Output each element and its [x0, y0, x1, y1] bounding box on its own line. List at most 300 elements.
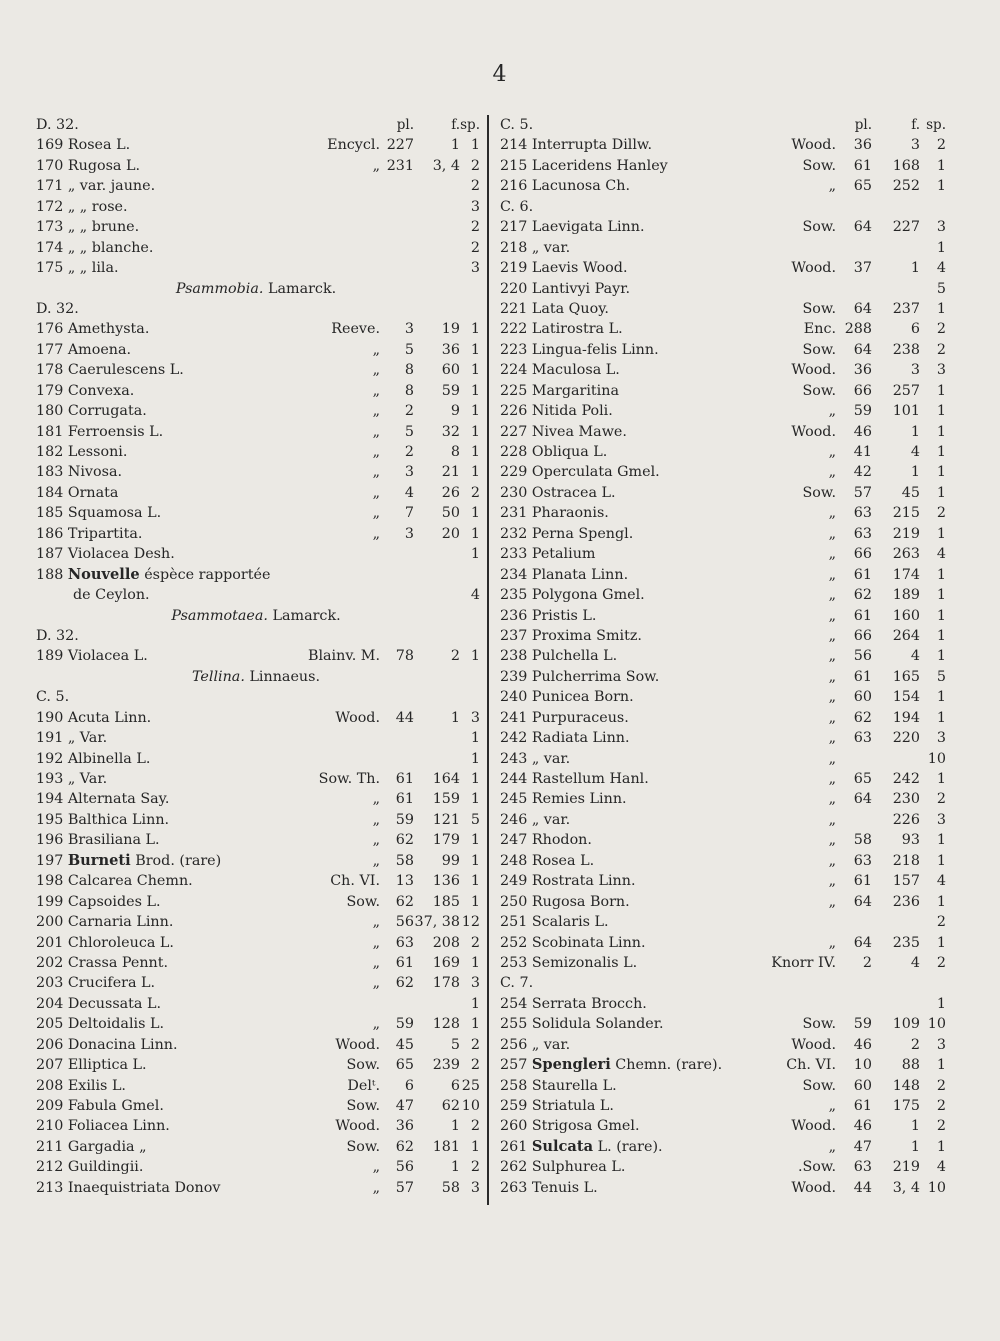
reference-author: „ [828, 934, 836, 951]
plate-number: 36 [853, 137, 872, 154]
specimen-count: 10 [927, 1179, 946, 1196]
species-name-cell [36, 544, 175, 564]
plate-number: 78 [395, 648, 414, 665]
figure-number: 58 [441, 1179, 460, 1196]
species-name: Perna Spengl. [531, 525, 634, 542]
entry-number: 235 [500, 587, 528, 604]
specimen-count: 1 [936, 423, 946, 440]
left-column [36, 115, 480, 1198]
species-name-cell [500, 830, 592, 850]
reference-author: „ [372, 791, 380, 808]
species-name-cell [36, 442, 127, 462]
figure-number: 263 [892, 546, 920, 563]
specimen-count: 1 [470, 750, 480, 767]
species-entry [500, 299, 946, 319]
entry-number: 183 [36, 464, 64, 481]
reference-author: „ [828, 852, 836, 869]
plate-number: 3 [404, 525, 414, 542]
specimen-count: 3 [470, 975, 480, 992]
figure-number: 8 [450, 444, 460, 460]
entry-number: 175 [36, 260, 64, 277]
species-name: Corrugata. [67, 403, 147, 420]
entry-number: 259 [500, 1098, 528, 1114]
figure-number: 168 [892, 157, 920, 174]
entry-number: 219 [500, 260, 528, 277]
figure-number: 1 [450, 137, 460, 154]
species-name: Tenuis L. [531, 1179, 598, 1196]
species-name: „ var. [531, 1036, 571, 1053]
genus-name: Tellina. [192, 668, 245, 685]
species-entry [36, 217, 480, 237]
entry-number: 220 [500, 280, 528, 297]
species-name: Acuta Linn. [67, 709, 152, 726]
genus-author: Lamarck. [272, 607, 341, 624]
reference-author: „ [372, 362, 380, 379]
section-label-row [500, 973, 940, 993]
plate-number: 46 [853, 1036, 872, 1053]
figure-number: 181 [432, 1138, 460, 1155]
entry-number: 179 [36, 382, 64, 399]
entry-number: 180 [36, 403, 64, 420]
specimen-count: 1 [936, 300, 946, 317]
plate-number: 13 [395, 873, 414, 890]
species-entry [36, 381, 480, 401]
species-name-cell [500, 1116, 640, 1136]
plate-number: 44 [853, 1179, 872, 1196]
reference-author: „ [372, 811, 380, 828]
plate-number: 64 [853, 341, 872, 358]
species-name-cell [500, 1157, 625, 1177]
figure-number: 99 [441, 852, 460, 869]
column-header-sp: sp. [926, 117, 946, 133]
species-name: Inaequistriata Donov [67, 1179, 221, 1196]
species-name-cell [500, 708, 629, 728]
entry-number: 236 [500, 607, 528, 624]
specimen-count: 1 [470, 505, 480, 522]
specimen-count: 4 [936, 1159, 946, 1176]
specimen-count: 1 [936, 832, 946, 849]
entry-number: 177 [36, 341, 64, 358]
species-name-cell [500, 1076, 617, 1096]
species-entry [500, 585, 946, 605]
specimen-count: 2 [470, 1036, 480, 1053]
species-name: „ var. [531, 239, 571, 256]
species-entry [500, 565, 946, 585]
plate-number: 61 [395, 954, 414, 971]
species-name: Convexa. [67, 382, 135, 399]
species-entry [500, 708, 946, 728]
species-entry [500, 728, 946, 748]
reference-author: „ [372, 934, 380, 951]
reference-author: Sow. [802, 1016, 836, 1033]
species-name: Rosea L. [67, 137, 131, 154]
specimen-count: 1 [470, 403, 480, 420]
species-name-cell [500, 360, 620, 380]
plate-number: 47 [853, 1138, 872, 1155]
species-name-cell [500, 667, 659, 687]
plate-number: 44 [395, 709, 414, 726]
species-name-cell [36, 524, 142, 544]
specimen-count: 1 [936, 852, 946, 869]
reference-author: „ [828, 525, 836, 542]
specimen-count: 1 [936, 1057, 946, 1074]
specimen-count: 1 [470, 852, 480, 869]
reference-author: „ [372, 852, 380, 869]
plate-number: 10 [853, 1057, 872, 1074]
entry-number: 226 [500, 403, 528, 420]
specimen-count: 2 [936, 914, 946, 931]
species-name: „ „ blanche. [67, 239, 154, 256]
species-name-cell [500, 769, 649, 789]
plate-number: 65 [395, 1057, 414, 1074]
species-entry [36, 238, 480, 258]
figure-number: 185 [432, 893, 460, 910]
reference-author: Sow. [346, 893, 380, 910]
species-name-cell [500, 401, 613, 421]
species-name: Solidula Solander. [531, 1016, 664, 1033]
species-entry [36, 360, 480, 380]
figure-number: 239 [432, 1057, 460, 1074]
plate-number: 42 [853, 464, 872, 481]
specimen-count: 4 [936, 260, 946, 277]
entry-number: 198 [36, 873, 64, 890]
entry-number: 218 [500, 239, 528, 256]
species-name-cell [36, 973, 155, 993]
plate-number: 63 [853, 852, 872, 869]
species-name-cell [36, 381, 134, 401]
plate-number: 61 [853, 607, 872, 624]
species-entry [500, 544, 946, 564]
figure-number: 226 [892, 811, 920, 828]
entry-number: 261 [500, 1138, 528, 1155]
figure-number: 6 [910, 321, 920, 338]
figure-number: 219 [892, 1159, 920, 1176]
specimen-count: 2 [470, 239, 480, 256]
entry-number: 248 [500, 852, 528, 869]
species-entry [500, 810, 946, 830]
figure-number: 1 [910, 1138, 920, 1155]
specimen-count: 1 [936, 157, 946, 174]
specimen-count: 1 [470, 995, 480, 1012]
species-name: Chloroleuca L. [67, 934, 174, 951]
species-name-cell [36, 565, 270, 585]
entry-number: 256 [500, 1036, 528, 1053]
genus-name: Psammotaea. [171, 607, 268, 624]
figure-number: 218 [892, 852, 920, 869]
specimen-count: 1 [936, 444, 946, 460]
entry-number: 247 [500, 832, 528, 849]
reference-author: „ [372, 341, 380, 358]
figure-number: 237 [892, 300, 920, 317]
species-name: Rugosa L. [67, 157, 141, 174]
species-name: Remies Linn. [531, 791, 627, 808]
plate-number: 61 [853, 157, 872, 174]
figure-number: 136 [432, 873, 460, 890]
species-entry [500, 483, 946, 503]
plate-number: 65 [853, 178, 872, 195]
entry-number: 233 [500, 546, 528, 563]
entry-number: 234 [500, 566, 528, 583]
entry-number: 178 [36, 362, 64, 379]
entry-number: 253 [500, 954, 528, 971]
plate-number: 2 [404, 444, 414, 460]
specimen-count: 2 [936, 505, 946, 522]
species-name-cell [36, 135, 130, 155]
reference-author: Wood. [791, 137, 836, 154]
entry-number: 230 [500, 484, 528, 501]
reference-author: Sow. [802, 157, 836, 174]
plate-number: 64 [853, 934, 872, 951]
reference-author: Sow. Th. [318, 771, 380, 787]
plate-number: 61 [853, 1098, 872, 1114]
species-name-cell [36, 1076, 126, 1096]
plate-number: 46 [853, 1118, 872, 1135]
entry-number: 195 [36, 811, 64, 828]
species-name: Obliqua L. [531, 444, 608, 460]
species-name-cell [36, 708, 151, 728]
plate-number: 62 [395, 832, 414, 849]
reference-author: Ch. VI. [786, 1057, 836, 1074]
species-entry [36, 1178, 480, 1198]
plate-number: 2 [404, 403, 414, 420]
plate-number: 56 [853, 648, 872, 665]
species-name: Rosea L. [531, 852, 595, 869]
species-name: Ornata [67, 484, 119, 501]
species-name-cell [500, 381, 619, 401]
reference-author: „ [828, 668, 836, 685]
species-name: Exilis L. [67, 1077, 126, 1094]
plate-number: 62 [395, 975, 414, 992]
species-name-cell [500, 524, 633, 544]
reference-author: Knorr IV. [771, 954, 836, 971]
species-entry [36, 912, 480, 932]
genus-heading-text [36, 606, 476, 626]
species-entry [36, 830, 480, 850]
species-name-cell [500, 871, 636, 891]
plate-number: 64 [853, 300, 872, 317]
plate-number: 56 [395, 1159, 414, 1176]
section-label-row [36, 687, 476, 707]
column-header-f: f. [911, 117, 920, 133]
species-name: „ var. [531, 811, 571, 828]
species-name: Amoena. [67, 341, 132, 358]
species-name: Amethysta. [67, 321, 150, 338]
entry-number: 244 [500, 771, 528, 787]
specimen-count: 3 [470, 260, 480, 277]
section-label-row [36, 626, 476, 646]
species-name-cell [500, 258, 628, 278]
plate-number: 36 [395, 1118, 414, 1135]
entry-number: 185 [36, 505, 64, 522]
reference-author: Wood. [791, 260, 836, 277]
species-entry [36, 1116, 480, 1136]
reference-author: Sow. [802, 219, 836, 236]
species-name: Rastellum Hanl. [531, 771, 649, 787]
figure-number: 164 [432, 771, 460, 787]
reference-author: „ [372, 464, 380, 481]
species-name-cell [500, 299, 609, 319]
entry-number: 238 [500, 648, 528, 665]
specimen-count: 4 [936, 873, 946, 890]
species-name-cell [500, 1035, 570, 1055]
species-entry [36, 953, 480, 973]
specimen-count: 2 [470, 1159, 480, 1176]
species-entry [500, 258, 946, 278]
species-name-cell [36, 851, 221, 871]
specimen-count: 2 [936, 1098, 946, 1114]
plate-number: 59 [853, 403, 872, 420]
specimen-count: 1 [936, 403, 946, 420]
species-name-cell [36, 483, 118, 503]
species-name-cell [36, 789, 169, 809]
plate-number: 5 [404, 341, 414, 358]
plate-number: 4 [404, 484, 414, 501]
species-name-cell [36, 340, 131, 360]
species-name: Polygona Gmel. [531, 587, 645, 604]
figure-number: 50 [441, 505, 460, 522]
species-entry [500, 503, 946, 523]
specimen-count: 1 [470, 444, 480, 460]
species-entry [500, 892, 946, 912]
reference-author: „ [372, 484, 380, 501]
plate-number: 2 [862, 954, 872, 971]
species-name-cell [500, 544, 595, 564]
reference-author: „ [372, 975, 380, 992]
species-entry [500, 442, 946, 462]
plate-number: 63 [853, 1159, 872, 1176]
reference-author: „ [828, 709, 836, 726]
species-name-cell [36, 1137, 147, 1157]
specimen-count: 1 [936, 566, 946, 583]
species-name-cell [36, 646, 148, 666]
species-name-cell [500, 319, 623, 339]
specimen-count: 3 [470, 709, 480, 726]
species-name-cell [36, 1116, 170, 1136]
specimen-count: 3 [936, 1036, 946, 1053]
specimen-count: 1 [470, 1016, 480, 1033]
species-entry [500, 749, 946, 769]
entry-number: 240 [500, 689, 528, 706]
column-header-pl: pl. [854, 117, 872, 133]
entry-number: 187 [36, 546, 64, 563]
species-name: Lacunosa Ch. [531, 178, 630, 195]
specimen-count: 1 [936, 648, 946, 665]
species-name: éspèce rapportée [144, 566, 271, 583]
plate-number: 8 [404, 362, 414, 379]
species-entry [500, 830, 946, 850]
section-label-row [36, 115, 480, 135]
reference-author: Wood. [335, 709, 380, 726]
species-entry [500, 1116, 946, 1136]
species-name: Purpuraceus. [531, 709, 629, 726]
entry-number: 197 [36, 852, 64, 869]
plate-number: 66 [853, 382, 872, 399]
entry-number: 227 [500, 423, 528, 440]
figure-number: 159 [432, 791, 460, 808]
reference-author: Sow. [346, 1138, 380, 1155]
plate-number: 58 [395, 852, 414, 869]
figure-number: 4 [910, 954, 920, 971]
species-name-cell [36, 197, 128, 217]
plate-number: 57 [853, 484, 872, 501]
species-name-cell [36, 769, 107, 789]
species-entry [36, 1137, 480, 1157]
species-name: Pharaonis. [531, 505, 609, 522]
specimen-count: 25 [461, 1077, 480, 1094]
species-name-cell [36, 810, 169, 830]
species-entry [36, 728, 480, 748]
species-entry [500, 1137, 946, 1157]
species-name: Rugosa Born. [531, 893, 630, 910]
plate-number: 6 [404, 1077, 414, 1094]
species-name-cell [36, 585, 150, 605]
species-entry [500, 851, 946, 871]
species-entry [500, 1096, 946, 1116]
figure-number: 148 [892, 1077, 920, 1094]
species-name-cell [500, 994, 647, 1014]
specimen-count: 10 [461, 1098, 480, 1114]
entry-number: 242 [500, 730, 528, 747]
species-name-cell [36, 912, 173, 932]
column-divider [487, 115, 489, 1205]
reference-author: Sow. [802, 382, 836, 399]
reference-author: Sow. [802, 300, 836, 317]
specimen-count: 1 [470, 382, 480, 399]
specimen-count: 2 [936, 321, 946, 338]
species-entry [500, 789, 946, 809]
species-name: Fabula Gmel. [67, 1098, 164, 1114]
species-entry [36, 871, 480, 891]
entry-number: 182 [36, 444, 64, 460]
figure-number: 101 [892, 403, 920, 420]
species-name-cell [500, 912, 609, 932]
entry-number: 221 [500, 300, 528, 317]
figure-number: 6 [450, 1077, 460, 1094]
figure-number: 175 [892, 1098, 920, 1114]
species-entry [36, 1076, 480, 1096]
species-name-cell [500, 585, 645, 605]
figure-number: 4 [910, 444, 920, 460]
species-name: Albinella L. [67, 750, 151, 767]
figure-number: 220 [892, 730, 920, 747]
species-name-cell [500, 646, 617, 666]
specimen-count: 5 [936, 668, 946, 685]
species-entry [36, 565, 476, 585]
entry-number: 246 [500, 811, 528, 828]
section-label-row [500, 197, 940, 217]
species-name: „ var. jaune. [67, 178, 156, 195]
species-entry [500, 912, 946, 932]
specimen-count: 1 [470, 893, 480, 910]
entry-number: 191 [36, 730, 64, 747]
species-name-cell [36, 892, 161, 912]
species-name-cell [500, 749, 570, 769]
species-name: Strigosa Gmel. [531, 1118, 640, 1135]
species-name: Striatula L. [531, 1098, 614, 1114]
figure-number: 230 [892, 791, 920, 808]
section-label: D. 32. [36, 300, 79, 317]
column-header-sp: sp. [460, 117, 480, 133]
species-name-cell [500, 135, 652, 155]
species-entry [500, 524, 946, 544]
reference-author: Wood. [791, 423, 836, 440]
species-entry [36, 135, 480, 155]
figure-number: 9 [450, 403, 460, 420]
species-name: Decussata L. [67, 995, 162, 1012]
figure-number: 88 [901, 1057, 920, 1074]
figure-number: 1 [910, 260, 920, 277]
entry-number: 209 [36, 1098, 64, 1114]
